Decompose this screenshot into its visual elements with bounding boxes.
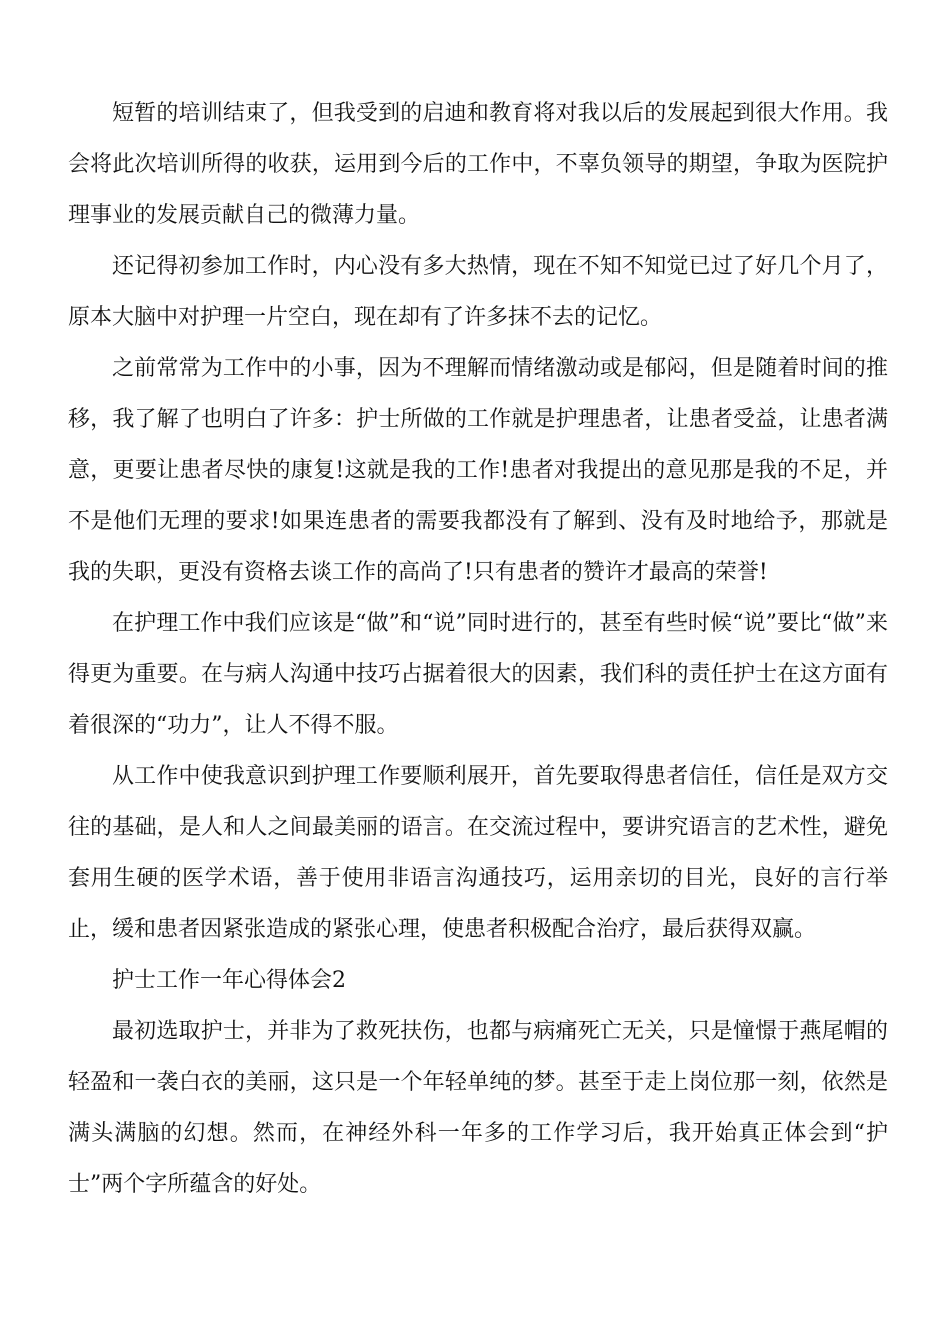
paragraph-training-summary: 短暂的培训结束了，但我受到的启迪和教育将对我以后的发展起到很大作用。我会将此次培训所得的收获，运用到今后的工作中，不辜负领导的期望，争取为医院护理事业的发展贡献自己的微薄力量。 <box>68 101 888 228</box>
paragraph-first-job: 还记得初参加工作时，内心没有多大热情，现在不知不知觉已过了好几个月了，原本大脑中对护理一片空白，现在却有了许多抹不去的记忆。 <box>68 254 888 330</box>
paragraph-choosing-nursing: 最初选取护士，并非为了救死扶伤，也都与病痛死亡无关，只是憧憬于燕尾帽的轻盈和一袭白衣的美丽，这只是一个年轻单纯的梦。甚至于走上岗位那一刻，依然是满头满脑的幻想。然而，在神经外科一年多的工作学习后，我开始真正体会到“护士”两个字所蕴含的好处。 <box>68 1019 888 1197</box>
document-body <box>68 88 888 1210</box>
paragraph-nurse-duty: 之前常常为工作中的小事，因为不理解而情绪激动或是郁闷，但是随着时间的推移，我了解了也明白了许多：护士所做的工作就是护理患者，让患者受益，让患者满意，更要让患者尽快的康复!这就是我的工作!患者对我提出的意见那是我的不足，并不是他们无理的要求!如果连患者的需要我都没有了解到、没有及时地给予，那就是我的失职，更没有资格去谈工作的高尚了!只有患者的赞许才最高的荣誉! <box>68 356 888 585</box>
paragraph-trust: 从工作中使我意识到护理工作要顺利展开，首先要取得患者信任，信任是双方交往的基础，是人和人之间最美丽的语言。在交流过程中，要讲究语言的艺术性，避免套用生硬的医学术语，善于使用非语言沟通技巧，运用亲切的目光，良好的言行举止，缓和患者因紧张造成的紧张心理，使患者积极配合治疗，最后获得双赢。 <box>68 764 888 942</box>
paragraph-communication: 在护理工作中我们应该是“做”和“说”同时进行的，甚至有些时候“说”要比“做”来得更为重要。在与病人沟通中技巧占据着很大的因素，我们科的责任护士在这方面有着很深的“功力”，让人不得不服。 <box>68 611 888 738</box>
section-heading: 护士工作一年心得体会2 <box>112 968 346 993</box>
